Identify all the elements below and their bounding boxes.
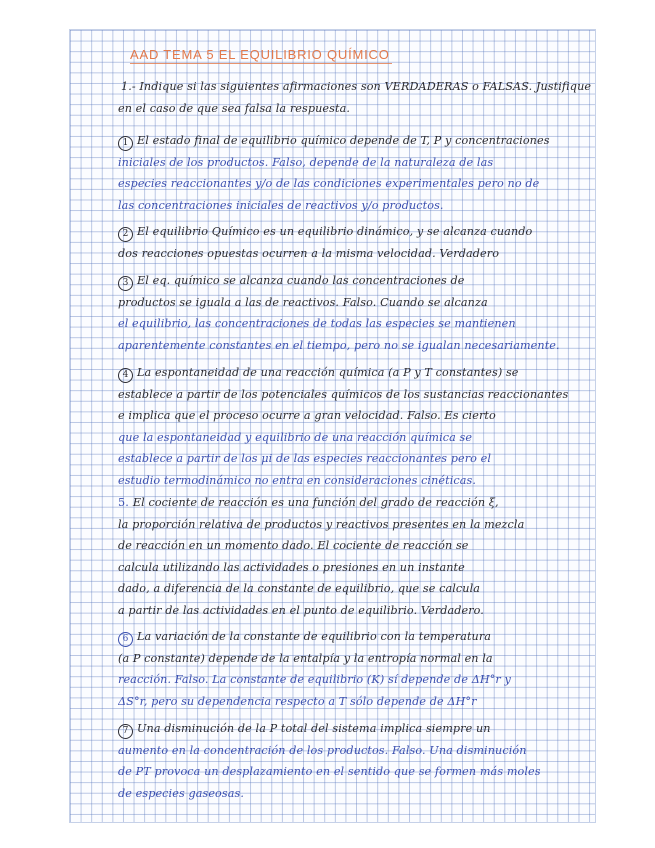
- circled-number-bullet: 1: [118, 136, 133, 151]
- intro-line: en el caso de que sea falsa la respuesta.: [118, 101, 350, 115]
- circled-number-bullet: 4: [118, 368, 133, 383]
- page-title: AAD TEMA 5 EL EQUILIBRIO QUÍMICO: [130, 47, 570, 62]
- statement-item: 5. El cociente de reacción es una función del grado de reacción ξ, la proporción relativa de productos y reactivos presentes en la mezcla de reacción en un momento dado. El cociente de reacción se calcula utilizando las actividades o presiones en un instante dado, a diferencia de la constante de equilibrio, que se calcula a partir de las actividades en el punto de equilibrio. Verdadero.: [118, 496, 525, 617]
- circled-number-bullet: 3: [118, 276, 133, 291]
- statement-item: 3 El eq. químico se alcanza cuando las concentraciones de productos se iguala a las de reactivos. Falso. Cuando se alcanza el equilibrio, las concentraciones de todas las especies se mantienen aparentemente constantes en el tiempo, pero no se igualan necesariamente.: [118, 274, 560, 352]
- intro-line: 1.- Indique si las siguientes afirmaciones son VERDADERAS o FALSAS. Justifique: [121, 80, 592, 93]
- circled-number-bullet: 2: [118, 227, 133, 242]
- statement-item: 6 La variación de la constante de equilibrio con la temperatura (a P constante) depende de la entalpía y la entropía normal en la reacción. Falso. La constante de equilibrio (K) sí depende de ΔH°r y ΔS°r, pero su dependencia respecto a T sólo depende de ΔH°r: [118, 630, 511, 708]
- circled-number-bullet: 6: [118, 632, 133, 647]
- item-number: 5.: [118, 496, 129, 509]
- circled-number-bullet: 7: [118, 724, 133, 739]
- statement-item: 2 El equilibrio Químico es un equilibrio dinámico, y se alcanza cuando dos reacciones opuestas ocurren a la misma velocidad. Verdadero: [118, 225, 533, 260]
- question-intro: [118, 76, 594, 119]
- statement-item: 4 La espontaneidad de una reacción química (a P y T constantes) se establece a partir de los potenciales químicos de los sustancias reaccionantes e implica que el proceso ocurre a gran velocidad. Falso. Es cierto que la espontaneidad y equilibrio de una reacción química se establece a partir de los μi de las especies reaccionantes pero el estudio termodinámico no entra en consideraciones cinéticas.: [118, 366, 569, 487]
- statement-item: 1 El estado final de equilibrio químico depende de T, P y concentraciones iniciales de los productos. Falso, depende de la naturaleza de las especies reaccionantes y/o de las condiciones experimentales pero no de las concentraciones iniciales de reactivos y/o productos.: [118, 134, 550, 212]
- statement-item: 7 Una disminución de la P total del sistema implica siempre un aumento en la concentración de los productos. Falso. Una disminución de PT provoca un desplazamiento en el sentido que se formen más moles de especies gaseosas.: [118, 722, 541, 800]
